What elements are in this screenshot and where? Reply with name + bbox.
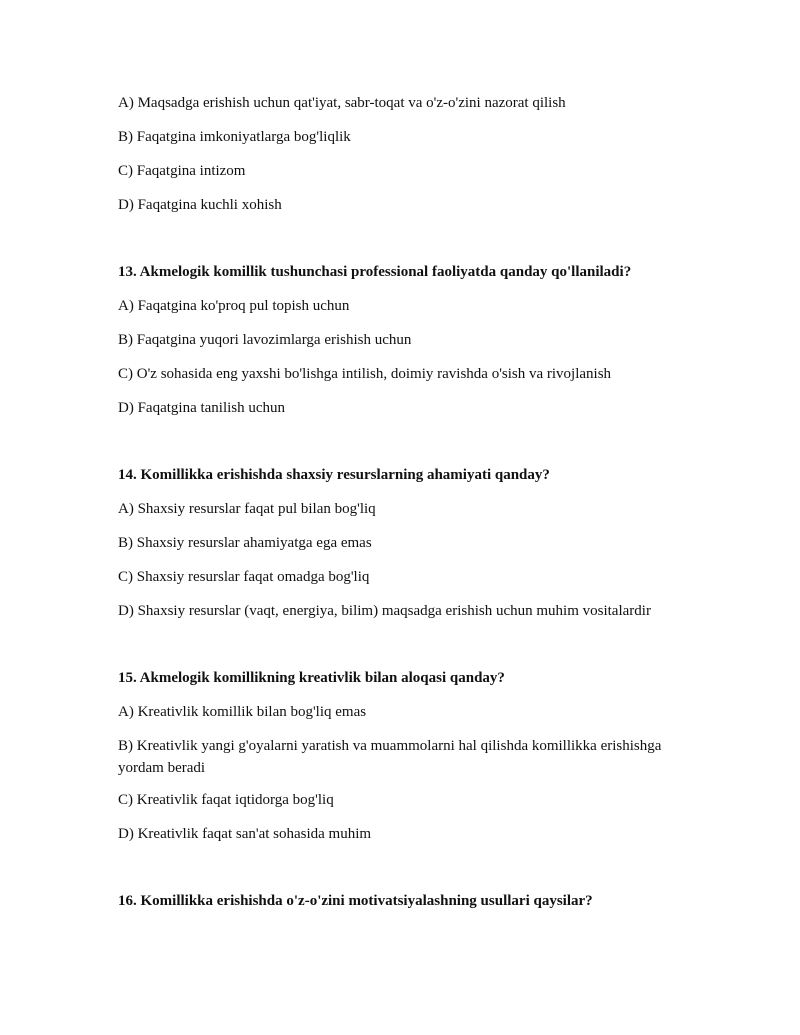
answer-option: D) Faqatgina tanilish uchun [118, 400, 286, 416]
answer-option: B) Faqatgina imkoniyatlarga bog'liqlik [118, 129, 351, 145]
answer-option: D) Faqatgina kuchli xohish [118, 197, 282, 213]
question-title: 15. Akmelogik komillikning kreativlik bilan aloqasi qanday? [118, 670, 505, 686]
question-title: 13. Akmelogik komillik tushunchasi professional faoliyatda qanday qo'llaniladi? [118, 264, 632, 280]
answer-option: C) Faqatgina intizom [118, 163, 246, 179]
answer-option: B) Kreativlik yangi g'oyalarni yaratish va muammolarni hal qilishda komillikka erishishga yordam beradi [118, 738, 662, 776]
question-title: 16. Komillikka erishishda o'z-o'zini motivatsiyalashning usullari qaysilar? [118, 893, 593, 909]
question-title: 14. Komillikka erishishda shaxsiy resurslarning ahamiyati qanday? [118, 467, 550, 483]
answer-option: B) Faqatgina yuqori lavozimlarga erishish uchun [118, 332, 412, 348]
answer-option: A) Faqatgina ko'proq pul topish uchun [118, 298, 350, 314]
answer-option: A) Kreativlik komillik bilan bog'liq emas [118, 704, 367, 720]
answer-option: D) Shaxsiy resurslar (vaqt, energiya, bilim) maqsadga erishish uchun muhim vositalardir [118, 603, 651, 619]
answer-option: C) Shaxsiy resurslar faqat omadga bog'liq [118, 569, 370, 585]
answer-option: D) Kreativlik faqat san'at sohasida muhim [118, 826, 372, 842]
answer-option: A) Maqsadga erishish uchun qat'iyat, sabr-toqat va o'z-o'zini nazorat qilish [118, 95, 566, 111]
answer-option: B) Shaxsiy resurslar ahamiyatga ega emas [118, 535, 372, 551]
answer-option: A) Shaxsiy resurslar faqat pul bilan bog'liq [118, 501, 376, 517]
answer-option: C) O'z sohasida eng yaxshi bo'lishga intilish, doimiy ravishda o'sish va rivojlanish [118, 366, 612, 382]
answer-option: C) Kreativlik faqat iqtidorga bog'liq [118, 792, 334, 808]
